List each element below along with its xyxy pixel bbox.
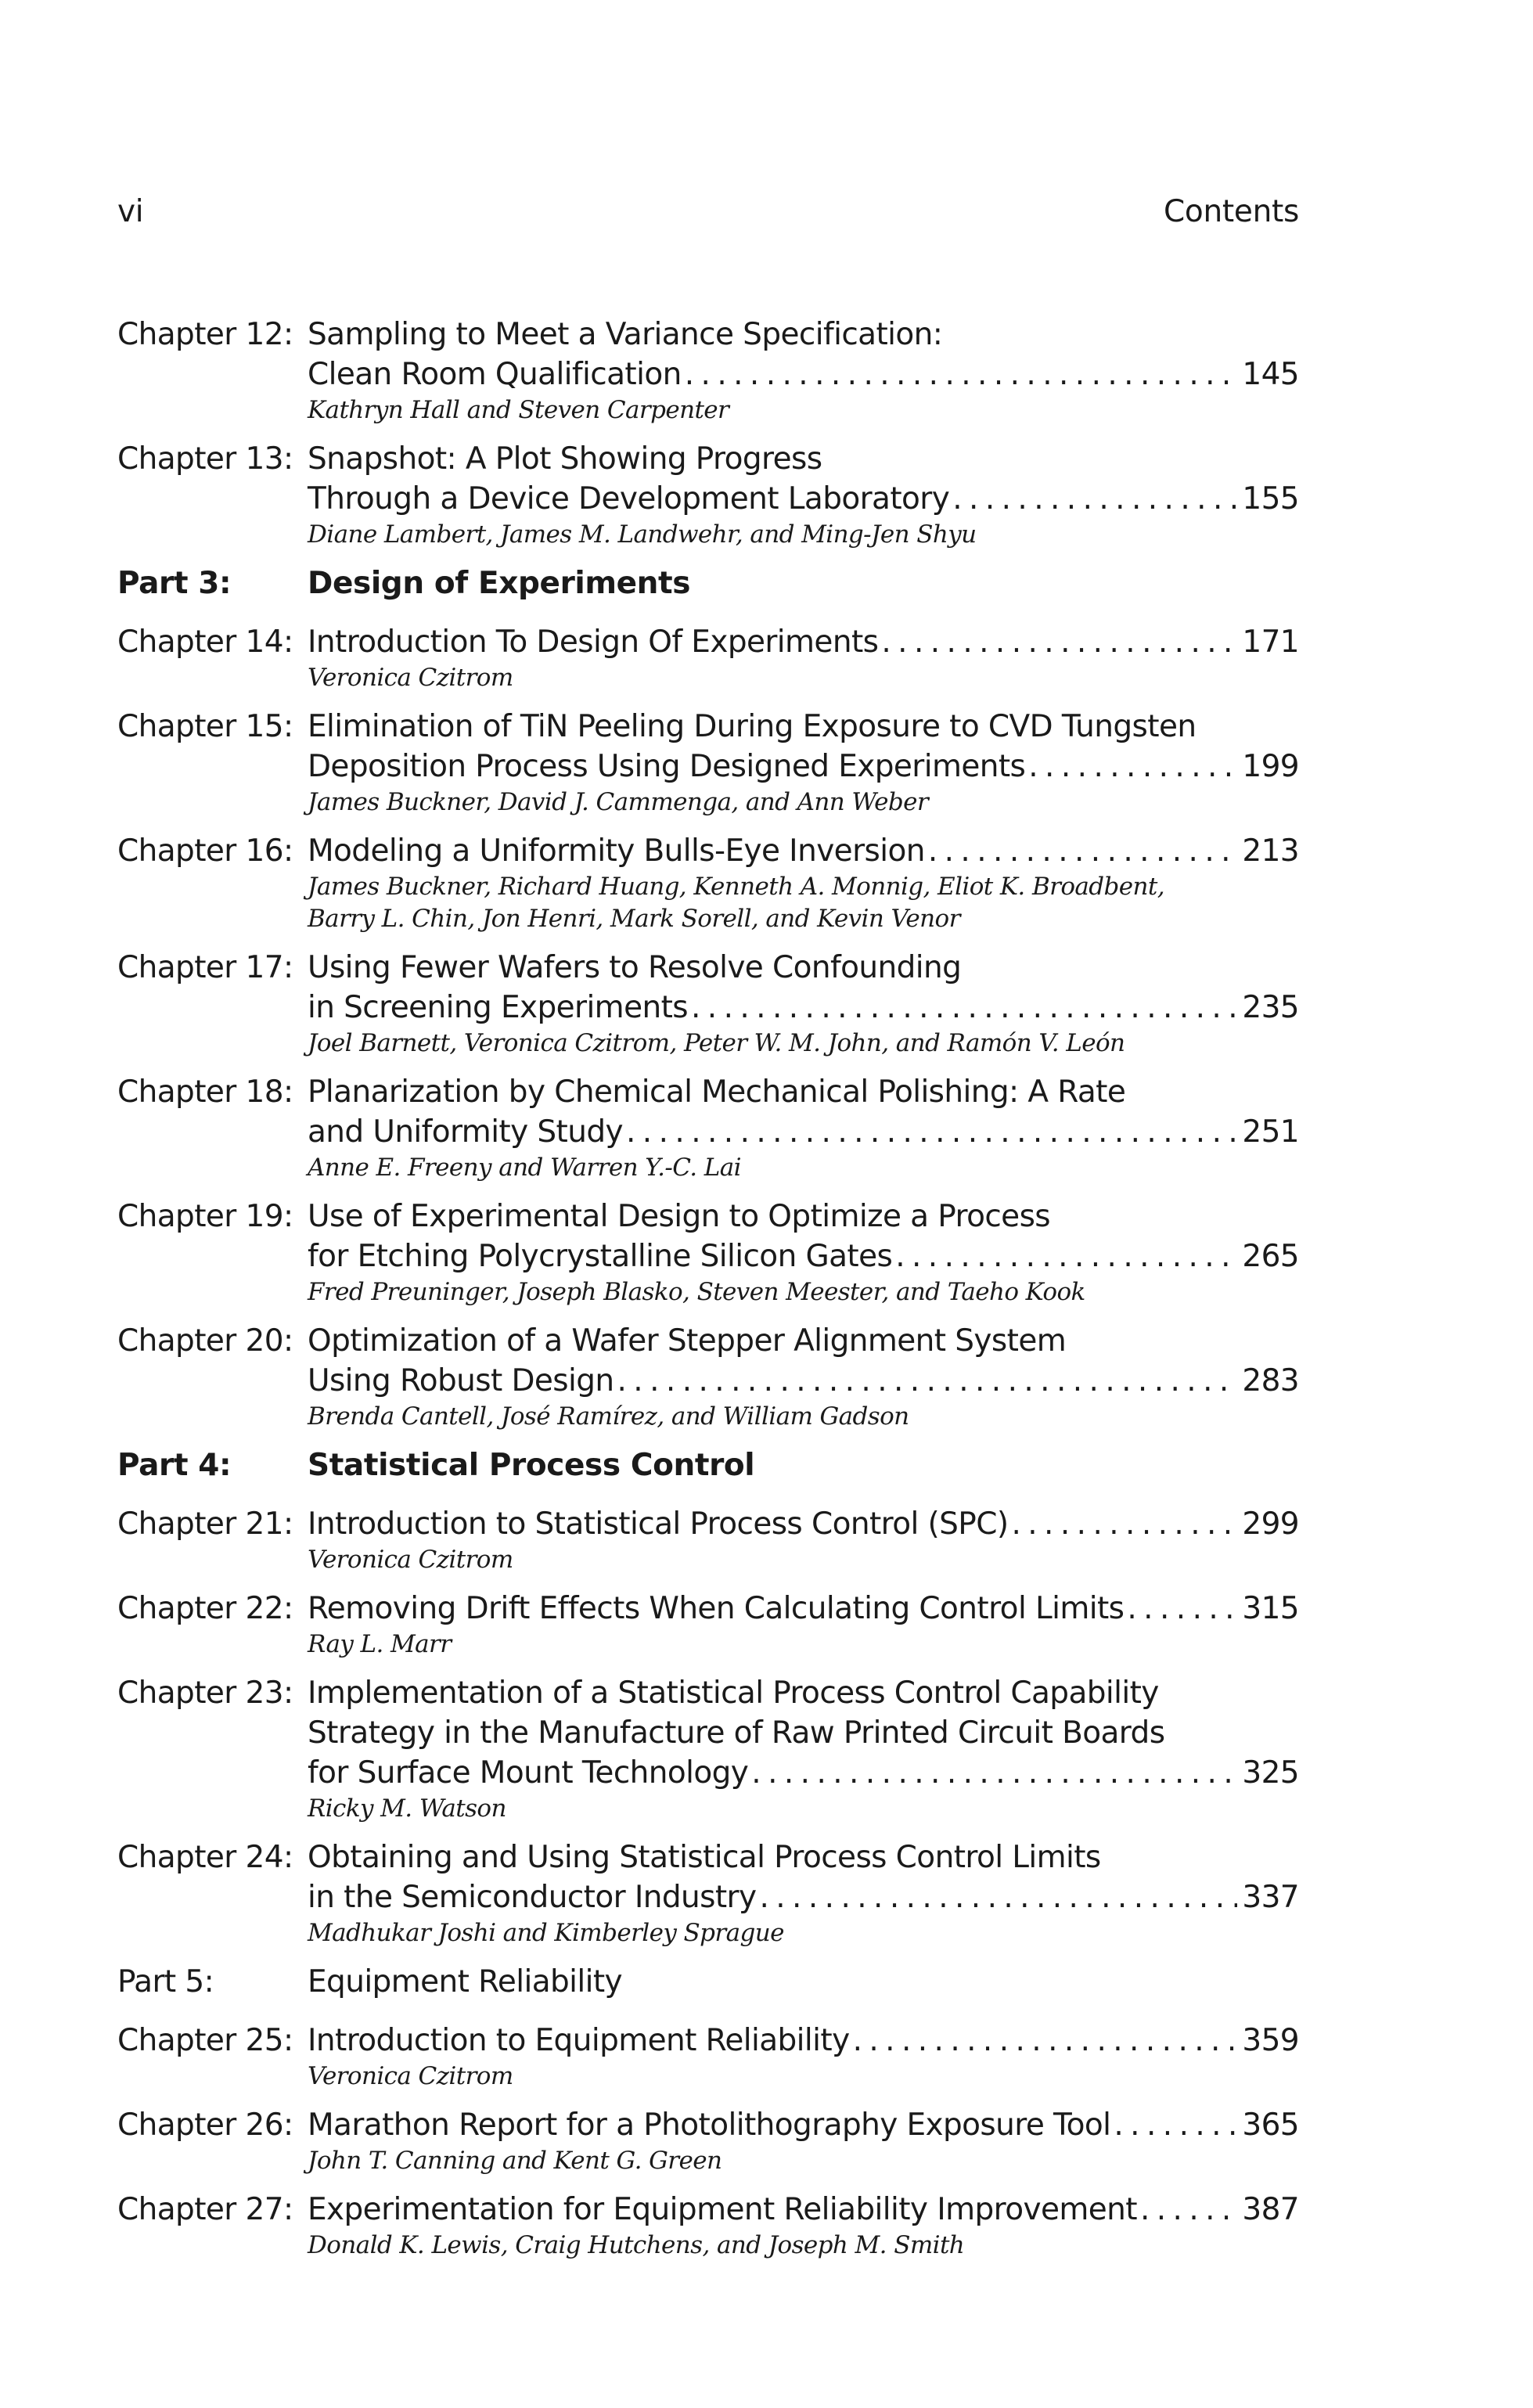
toc-part-heading — [117, 1445, 1299, 1496]
dot-leader — [1028, 747, 1237, 786]
chapter-label: Chapter 17: — [117, 950, 293, 985]
chapter-label: Chapter 26: — [117, 2107, 293, 2143]
part-title: Statistical Process Control — [308, 1448, 755, 1483]
chapter-authors: Donald K. Lewis, Craig Hutchens, and Joseph M. Smith — [308, 2231, 965, 2259]
table-of-contents — [117, 315, 1299, 2274]
chapter-authors: Brenda Cantell, José Ramírez, and William Gadson — [308, 1402, 909, 1431]
page-number: vi — [117, 194, 144, 229]
chapter-title-text: Marathon Report for a Photolithography Exposure Tool — [308, 2107, 1111, 2143]
chapter-title-text: Introduction To Design Of Experiments — [308, 624, 879, 660]
chapter-label: Chapter 27: — [117, 2192, 293, 2227]
dot-leader — [617, 1361, 1238, 1401]
dot-leader — [881, 622, 1237, 662]
page-ref: 171 — [1242, 624, 1299, 660]
chapter-label: Chapter 13: — [117, 441, 293, 477]
chapter-title-line — [308, 1361, 1299, 1401]
dot-leader — [1011, 1504, 1237, 1544]
page-ref: 199 — [1242, 749, 1299, 784]
toc-chapter-entry — [117, 707, 1299, 819]
chapter-title-line — [308, 622, 1299, 662]
chapter-title-line — [308, 1753, 1299, 1793]
page-ref: 235 — [1242, 990, 1299, 1025]
chapter-title-text: and Uniformity Study — [308, 1114, 624, 1150]
chapter-label: Chapter 23: — [117, 1676, 293, 1711]
page-ref: 283 — [1242, 1363, 1299, 1398]
chapter-authors: Ray L. Marr — [308, 1630, 452, 1658]
chapter-authors: Barry L. Chin, Jon Henri, Mark Sorell, and Kevin Venor — [308, 905, 960, 933]
running-title: Contents — [1163, 194, 1299, 229]
chapter-title-text: Modeling a Uniformity Bulls-Eye Inversion — [308, 833, 925, 869]
toc-chapter-entry — [117, 2021, 1299, 2093]
toc-chapter-entry — [117, 1837, 1299, 1949]
toc-chapter-entry — [117, 439, 1299, 551]
chapter-label: Chapter 15: — [117, 709, 293, 744]
chapter-title-text: Deposition Process Using Designed Experiments — [308, 749, 1026, 784]
chapter-authors: Veronica Czitrom — [308, 1546, 513, 1574]
chapter-title-text: Clean Room Qualification — [308, 357, 682, 392]
chapter-label: Chapter 20: — [117, 1323, 293, 1359]
dot-leader — [853, 2021, 1238, 2061]
chapter-title-line: Strategy in the Manufacture of Raw Printed Circuit Boards — [308, 1715, 1165, 1751]
dot-leader — [751, 1753, 1237, 1793]
toc-chapter-entry — [117, 1589, 1299, 1661]
page-ref: 337 — [1242, 1880, 1299, 1915]
chapter-authors: Veronica Czitrom — [308, 664, 513, 692]
chapter-title-line — [308, 988, 1299, 1028]
chapter-label: Chapter 14: — [117, 624, 293, 660]
toc-chapter-entry — [117, 622, 1299, 694]
part-label: Part 5: — [117, 1964, 214, 1999]
page-ref: 325 — [1242, 1755, 1299, 1791]
chapter-title-line: Planarization by Chemical Mechanical Polishing: A Rate — [308, 1074, 1126, 1110]
dot-leader — [759, 1877, 1237, 1917]
chapter-title-text: Introduction to Equipment Reliability — [308, 2023, 850, 2058]
chapter-title-line — [308, 2190, 1299, 2230]
chapter-title-line: Obtaining and Using Statistical Process Control Limits — [308, 1840, 1101, 1875]
dot-leader — [626, 1112, 1237, 1152]
page-ref: 265 — [1242, 1239, 1299, 1274]
chapter-title-line: Using Fewer Wafers to Resolve Confounding — [308, 950, 962, 985]
dot-leader — [691, 988, 1237, 1028]
chapter-title-line: Use of Experimental Design to Optimize a Process — [308, 1199, 1051, 1234]
chapter-title-text: in the Semiconductor Industry — [308, 1880, 757, 1915]
chapter-authors: Kathryn Hall and Steven Carpenter — [308, 396, 729, 424]
chapter-authors: Madhukar Joshi and Kimberley Sprague — [308, 1919, 784, 1947]
chapter-title-line — [308, 1877, 1299, 1917]
page-ref: 315 — [1242, 1591, 1299, 1626]
page-ref: 299 — [1242, 1506, 1299, 1542]
page-ref: 365 — [1242, 2107, 1299, 2143]
chapter-authors: Anne E. Freeny and Warren Y.-C. Lai — [308, 1154, 741, 1182]
page-ref: 155 — [1242, 481, 1299, 517]
toc-chapter-entry — [117, 1321, 1299, 1433]
chapter-title-line: Sampling to Meet a Variance Specification: — [308, 317, 943, 352]
chapter-title-text: Through a Device Development Laboratory — [308, 481, 950, 517]
toc-chapter-entry — [117, 2190, 1299, 2262]
chapter-label: Chapter 19: — [117, 1199, 293, 1234]
chapter-label: Chapter 21: — [117, 1506, 293, 1542]
chapter-title-text: Experimentation for Equipment Reliability Improvement — [308, 2192, 1137, 2227]
chapter-authors: John T. Canning and Kent G. Green — [308, 2147, 722, 2175]
page-ref: 145 — [1242, 357, 1299, 392]
chapter-title-line: Elimination of TiN Peeling During Exposure to CVD Tungsten — [308, 709, 1197, 744]
chapter-authors: James Buckner, David J. Cammenga, and Ann Weber — [308, 788, 929, 816]
dot-leader — [685, 355, 1238, 394]
chapter-title-line — [308, 1589, 1299, 1629]
toc-chapter-entry — [117, 1673, 1299, 1825]
dot-leader — [928, 831, 1238, 871]
chapter-title-line — [308, 355, 1299, 394]
toc-chapter-entry — [117, 831, 1299, 935]
page-ref: 359 — [1242, 2023, 1299, 2058]
toc-chapter-entry — [117, 315, 1299, 427]
page-ref: 387 — [1242, 2192, 1299, 2227]
page-header — [117, 194, 1299, 241]
page-ref: 251 — [1242, 1114, 1299, 1150]
chapter-title-line — [308, 1236, 1299, 1276]
chapter-authors: Ricky M. Watson — [308, 1794, 506, 1823]
toc-chapter-entry — [117, 1197, 1299, 1308]
chapter-label: Chapter 25: — [117, 2023, 293, 2058]
toc-chapter-entry — [117, 948, 1299, 1060]
part-label: Part 3: — [117, 566, 232, 601]
dot-leader — [1140, 2190, 1237, 2230]
chapter-title-line — [308, 831, 1299, 871]
dot-leader — [1127, 1589, 1237, 1629]
chapter-title-text: for Surface Mount Technology — [308, 1755, 749, 1791]
chapter-title-text: Using Robust Design — [308, 1363, 614, 1398]
chapter-label: Chapter 24: — [117, 1840, 293, 1875]
chapter-title-line: Optimization of a Wafer Stepper Alignment System — [308, 1323, 1067, 1359]
chapter-title-line — [308, 1112, 1299, 1152]
chapter-title-line — [308, 747, 1299, 786]
dot-leader — [952, 479, 1237, 519]
chapter-authors: Diane Lambert, James M. Landwehr, and Ming-Jen Shyu — [308, 520, 977, 549]
chapter-title-line — [308, 479, 1299, 519]
chapter-authors: Veronica Czitrom — [308, 2062, 513, 2090]
chapter-title-text: Removing Drift Effects When Calculating Control Limits — [308, 1591, 1125, 1626]
dot-leader — [1114, 2105, 1237, 2145]
chapter-title-text: Introduction to Statistical Process Control (SPC) — [308, 1506, 1009, 1542]
part-title: Equipment Reliability — [308, 1964, 623, 1999]
chapter-label: Chapter 16: — [117, 833, 293, 869]
chapter-title-line — [308, 2105, 1299, 2145]
part-title: Design of Experiments — [308, 566, 691, 601]
chapter-authors: Fred Preuninger, Joseph Blasko, Steven Meester, and Taeho Kook — [308, 1278, 1085, 1306]
part-label: Part 4: — [117, 1448, 232, 1483]
chapter-authors: James Buckner, Richard Huang, Kenneth A. Monnig, Eliot K. Broadbent, — [308, 873, 1164, 901]
chapter-title-text: for Etching Polycrystalline Silicon Gates — [308, 1239, 893, 1274]
page-ref: 213 — [1242, 833, 1299, 869]
chapter-title-line — [308, 1504, 1299, 1544]
toc-chapter-entry — [117, 2105, 1299, 2177]
chapter-title-line — [308, 2021, 1299, 2061]
chapter-title-line: Snapshot: A Plot Showing Progress — [308, 441, 822, 477]
chapter-title-line: Implementation of a Statistical Process Control Capability — [308, 1676, 1159, 1711]
chapter-authors: Joel Barnett, Veronica Czitrom, Peter W. M. John, and Ramón V. León — [308, 1029, 1125, 1057]
toc-part-heading — [117, 1962, 1299, 2013]
toc-chapter-entry — [117, 1072, 1299, 1184]
toc-chapter-entry — [117, 1504, 1299, 1576]
toc-part-heading — [117, 563, 1299, 614]
chapter-title-text: in Screening Experiments — [308, 990, 688, 1025]
chapter-label: Chapter 22: — [117, 1591, 293, 1626]
chapter-label: Chapter 12: — [117, 317, 293, 352]
chapter-label: Chapter 18: — [117, 1074, 293, 1110]
dot-leader — [895, 1236, 1237, 1276]
